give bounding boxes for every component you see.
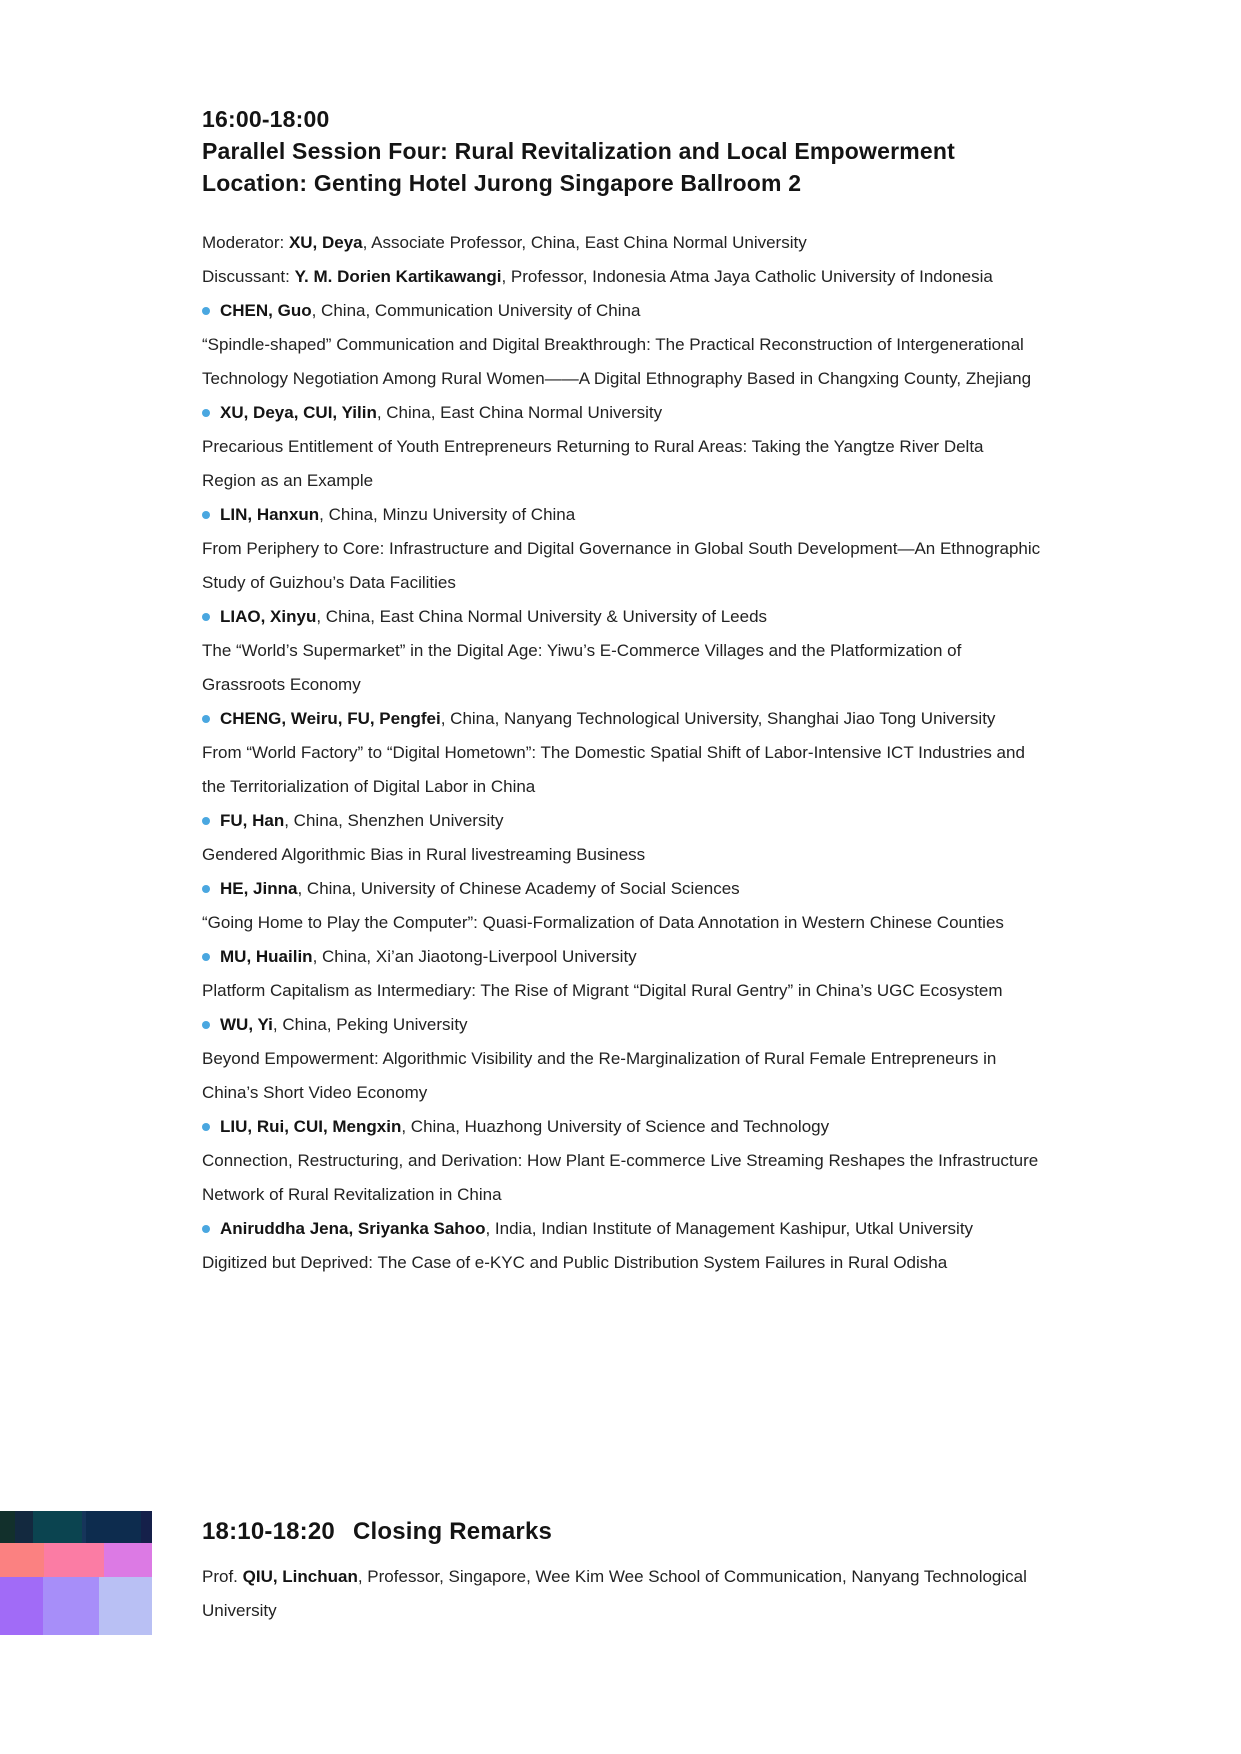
speaker-names: XU, Deya, CUI, Yilin <box>220 403 377 422</box>
closing-heading <box>202 1518 1042 1546</box>
session-block <box>202 103 1042 1280</box>
mosaic-cell <box>15 1511 33 1543</box>
closing-rest: , Professor, Singapore, Wee Kim Wee School of Communication, Nanyang Technological University <box>202 1567 1027 1620</box>
moderator-rest: , Associate Professor, China, East China Normal University <box>362 233 807 252</box>
mosaic-cell <box>0 1543 44 1577</box>
moderator-line <box>202 226 1042 260</box>
moderator-name: XU, Deya <box>288 233 363 252</box>
paper-title: Gendered Algorithmic Bias in Rural livestreaming Business <box>202 845 646 864</box>
bullet-icon <box>202 307 210 315</box>
bullet-icon <box>202 1123 210 1131</box>
speaker-line <box>202 702 1042 736</box>
presentation-item <box>202 294 1042 396</box>
speaker-line <box>202 872 1042 906</box>
speaker-line <box>202 940 1042 974</box>
decorative-mosaic <box>0 1511 152 1635</box>
speaker-names: HE, Jinna <box>220 879 298 898</box>
speaker-affiliation: , China, Huazhong University of Science and Technology <box>401 1117 830 1136</box>
presentation-item <box>202 940 1042 1008</box>
speaker-names: FU, Han <box>220 811 285 830</box>
bullet-icon <box>202 1021 210 1029</box>
mosaic-cell <box>86 1511 141 1543</box>
speaker-names: WU, Yi <box>220 1015 273 1034</box>
mosaic-cell <box>0 1577 43 1635</box>
presentation-item <box>202 396 1042 498</box>
paper-title: The “World’s Supermarket” in the Digital Age: Yiwu’s E-Commerce Villages and the Platformization of Grassroots Economy <box>202 641 962 694</box>
presentation-item <box>202 1110 1042 1212</box>
speaker-line <box>202 396 1042 430</box>
bullet-icon <box>202 715 210 723</box>
presentation-item <box>202 872 1042 940</box>
presentations-list <box>202 294 1042 1280</box>
mosaic-cell <box>99 1577 152 1635</box>
paper-title: Beyond Empowerment: Algorithmic Visibility and the Re-Marginalization of Rural Female Entrepreneurs in China’s Short Video Economy <box>202 1049 997 1102</box>
speaker-names: CHENG, Weiru, FU, Pengfei <box>220 709 441 728</box>
speaker-names: Aniruddha Jena, Sriyanka Sahoo <box>220 1219 486 1238</box>
speaker-affiliation: , China, Xi’an Jiaotong-Liverpool University <box>312 947 637 966</box>
speaker-names: MU, Huailin <box>220 947 313 966</box>
speaker-names: CHEN, Guo <box>220 301 312 320</box>
paper-title: Platform Capitalism as Intermediary: The Rise of Migrant “Digital Rural Gentry” in China’s UGC Ecosystem <box>202 981 1003 1000</box>
speaker-affiliation: , China, University of Chinese Academy of Social Sciences <box>297 879 740 898</box>
speaker-names: LIU, Rui, CUI, Mengxin <box>220 1117 402 1136</box>
closing-block <box>202 1518 1042 1628</box>
speaker-names: LIAO, Xinyu <box>220 607 317 626</box>
bullet-icon <box>202 953 210 961</box>
bullet-icon <box>202 613 210 621</box>
mosaic-cell <box>0 1511 15 1543</box>
discussant-line <box>202 260 1042 294</box>
paper-title: “Spindle-shaped” Communication and Digital Breakthrough: The Practical Reconstruction of Intergenerational Technology Negotiation Among Rural Women——A Digital Ethnography Based in Changxing County, Zhejiang <box>202 335 1032 388</box>
paper-title: Digitized but Deprived: The Case of e-KYC and Public Distribution System Failures in Rural Odisha <box>202 1253 948 1272</box>
mosaic-cell <box>43 1577 99 1635</box>
speaker-line <box>202 1008 1042 1042</box>
closing-title: Closing Remarks <box>352 1518 553 1545</box>
mosaic-cell <box>44 1543 104 1577</box>
paper-title: From Periphery to Core: Infrastructure and Digital Governance in Global South Development—An Ethnographic Study of Guizhou’s Data Facilities <box>202 539 1041 592</box>
closing-speaker-name: QIU, Linchuan <box>242 1567 358 1586</box>
speaker-line <box>202 498 1042 532</box>
speaker-affiliation: , China, East China Normal University & University of Leeds <box>316 607 768 626</box>
bullet-icon <box>202 817 210 825</box>
session-title: Parallel Session Four: Rural Revitalization and Local Empowerment <box>202 138 956 164</box>
speaker-line <box>202 1212 1042 1246</box>
presentation-item <box>202 804 1042 872</box>
speaker-affiliation: , China, Nanyang Technological University, Shanghai Jiao Tong University <box>440 709 996 728</box>
speaker-affiliation: , India, Indian Institute of Management Kashipur, Utkal University <box>485 1219 974 1238</box>
closing-speaker-line <box>202 1560 1042 1628</box>
bullet-icon <box>202 409 210 417</box>
closing-prefix: Prof. <box>202 1567 243 1586</box>
bullet-icon <box>202 885 210 893</box>
session-location: Location: Genting Hotel Jurong Singapore Ballroom 2 <box>202 170 802 196</box>
discussant-label: Discussant: <box>202 267 295 286</box>
presentation-item <box>202 600 1042 702</box>
paper-title: Connection, Restructuring, and Derivation: How Plant E-commerce Live Streaming Reshapes the Infrastructure Network of Rural Revitalization in China <box>202 1151 1039 1204</box>
speaker-affiliation: , China, East China Normal University <box>376 403 663 422</box>
mosaic-cell <box>104 1543 152 1577</box>
speaker-affiliation: , China, Shenzhen University <box>284 811 504 830</box>
speaker-line <box>202 600 1042 634</box>
discussant-name: Y. M. Dorien Kartikawangi <box>294 267 502 286</box>
presentation-item <box>202 1212 1042 1280</box>
speaker-affiliation: , China, Minzu University of China <box>319 505 576 524</box>
speaker-affiliation: , China, Peking University <box>272 1015 468 1034</box>
session-time: 16:00-18:00 <box>202 106 330 132</box>
speaker-names: LIN, Hanxun <box>220 505 320 524</box>
bullet-icon <box>202 1225 210 1233</box>
paper-title: “Going Home to Play the Computer”: Quasi-Formalization of Data Annotation in Western Chinese Counties <box>202 913 1004 932</box>
paper-title: Precarious Entitlement of Youth Entrepreneurs Returning to Rural Areas: Taking the Yangtze River Delta Region as an Example <box>202 437 984 490</box>
bullet-icon <box>202 511 210 519</box>
discussant-rest: , Professor, Indonesia Atma Jaya Catholic University of Indonesia <box>501 267 993 286</box>
speaker-line <box>202 804 1042 838</box>
presentation-item <box>202 702 1042 804</box>
presentation-item <box>202 1008 1042 1110</box>
closing-time: 18:10-18:20 <box>202 1518 335 1545</box>
session-body <box>202 226 1042 1280</box>
paper-title: From “World Factory” to “Digital Hometown”: The Domestic Spatial Shift of Labor-Intensive ICT Industries and the Territorialization of Digital Labor in China <box>202 743 1025 796</box>
mosaic-cell <box>141 1511 152 1543</box>
speaker-line <box>202 294 1042 328</box>
moderator-label: Moderator: <box>202 233 289 252</box>
speaker-line <box>202 1110 1042 1144</box>
presentation-item <box>202 498 1042 600</box>
mosaic-cell <box>33 1511 82 1543</box>
session-header <box>202 103 1042 199</box>
speaker-affiliation: , China, Communication University of China <box>311 301 641 320</box>
